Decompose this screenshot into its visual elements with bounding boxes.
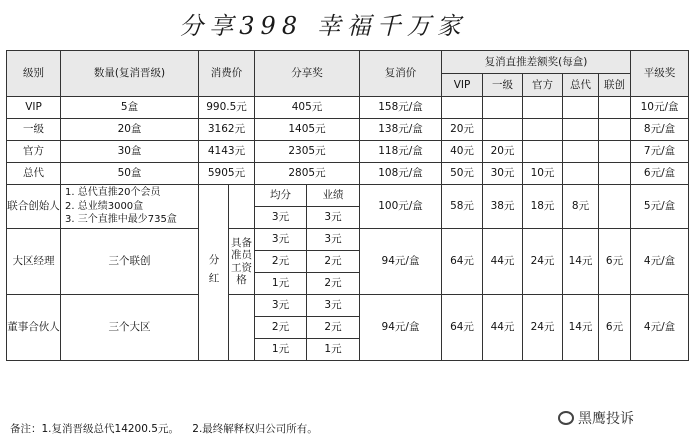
dividend-header-performance: 业绩: [307, 185, 360, 207]
dividend-performance: 2元: [307, 317, 360, 339]
table-row: [7, 97, 689, 119]
row-qty: 30盒: [61, 141, 199, 163]
row-conditions: [61, 185, 199, 229]
dividend-performance: 2元: [307, 251, 360, 273]
row-repurchase: 94元/盒: [360, 229, 442, 295]
dividend-average: 3元: [255, 295, 307, 317]
watermark-text: 黑鹰投诉: [578, 411, 634, 427]
row-price: 3162元: [199, 119, 255, 141]
row-diff-founder: 6元: [599, 229, 631, 295]
row-diff-vip: 64元: [442, 229, 483, 295]
row-diff-vip: [442, 97, 483, 119]
row-share: 1405元: [255, 119, 360, 141]
header-level: 级别: [7, 51, 61, 97]
row-diff-level1: 44元: [483, 295, 523, 361]
row-promo: 4元/盒: [631, 295, 689, 361]
row-price: 5905元: [199, 163, 255, 185]
dividend-average: 3元: [255, 229, 307, 251]
row-promo: 10元/盒: [631, 97, 689, 119]
row-diff-general: [563, 97, 599, 119]
header-quantity: 数量(复消晋级): [61, 51, 199, 97]
row-level: 董事合伙人: [7, 295, 61, 361]
dividend-performance: 3元: [307, 207, 360, 229]
row-diff-founder: [599, 185, 631, 229]
page-title: 分享398 幸福千万家: [179, 12, 467, 40]
row-diff-general: [563, 163, 599, 185]
table-row: [7, 229, 689, 251]
dividend-label: 分红: [199, 185, 229, 361]
row-promo: 4元/盒: [631, 229, 689, 295]
row-diff-level1: [483, 97, 523, 119]
dividend-header-average: 均分: [255, 185, 307, 207]
header-diff-level1: 一级: [483, 74, 523, 97]
table-row: [7, 185, 689, 207]
dividend-average: 1元: [255, 339, 307, 361]
condition-line: 3. 三个直推中最少735盒: [65, 214, 177, 226]
row-condition: 三个联创: [61, 229, 199, 295]
watermark: [554, 408, 638, 428]
row-promo: 5元/盒: [631, 185, 689, 229]
dividend-average: 2元: [255, 317, 307, 339]
row-share: 2805元: [255, 163, 360, 185]
row-level: VIP: [7, 97, 61, 119]
header-diff-bonus: 复消直推差额奖(每盒): [442, 51, 631, 74]
header-consumption: 消费价: [199, 51, 255, 97]
row-price: 4143元: [199, 141, 255, 163]
row-qty: 20盒: [61, 119, 199, 141]
header-diff-vip: VIP: [442, 74, 483, 97]
row-diff-official: [523, 97, 563, 119]
row-repurchase: 118元/盒: [360, 141, 442, 163]
row-diff-official: 24元: [523, 229, 563, 295]
row-diff-level1: [483, 119, 523, 141]
row-diff-general: 14元: [563, 229, 599, 295]
dividend-blank: [229, 185, 255, 229]
row-diff-founder: [599, 97, 631, 119]
row-diff-level1: 38元: [483, 185, 523, 229]
row-promo: 7元/盒: [631, 141, 689, 163]
dividend-average: 1元: [255, 273, 307, 295]
row-diff-general: [563, 141, 599, 163]
row-diff-vip: 20元: [442, 119, 483, 141]
header-diff-founder: 联创: [599, 74, 631, 97]
table-row: [7, 163, 689, 185]
dividend-qualification: 具备准员工资格: [229, 229, 255, 295]
row-condition: 三个大区: [61, 295, 199, 361]
row-diff-vip: 58元: [442, 185, 483, 229]
header-share-bonus: 分享奖: [255, 51, 360, 97]
row-diff-general: 8元: [563, 185, 599, 229]
row-diff-vip: 50元: [442, 163, 483, 185]
row-diff-general: 14元: [563, 295, 599, 361]
dividend-performance: 1元: [307, 339, 360, 361]
reward-table: [6, 50, 689, 361]
row-level: 官方: [7, 141, 61, 163]
row-diff-level1: 20元: [483, 141, 523, 163]
row-diff-founder: [599, 119, 631, 141]
row-level: 总代: [7, 163, 61, 185]
wechat-icon: [558, 411, 574, 425]
row-repurchase: 94元/盒: [360, 295, 442, 361]
dividend-average: 2元: [255, 251, 307, 273]
row-diff-official: 24元: [523, 295, 563, 361]
row-diff-vip: 40元: [442, 141, 483, 163]
footnote: 备注：1.复消晋级总代14200.5元。 2.最终解释权归公司所有。: [10, 423, 318, 435]
dividend-performance: 3元: [307, 229, 360, 251]
dividend-average: 3元: [255, 207, 307, 229]
row-diff-founder: 6元: [599, 295, 631, 361]
row-promo: 6元/盒: [631, 163, 689, 185]
header-diff-official: 官方: [523, 74, 563, 97]
table-row: [7, 119, 689, 141]
row-share: 405元: [255, 97, 360, 119]
row-promo: 8元/盒: [631, 119, 689, 141]
header-repurchase: 复消价: [360, 51, 442, 97]
table-row: [7, 141, 689, 163]
dividend-performance: 3元: [307, 295, 360, 317]
row-qty: 50盒: [61, 163, 199, 185]
row-repurchase: 158元/盒: [360, 97, 442, 119]
row-diff-official: [523, 141, 563, 163]
row-price: 990.5元: [199, 97, 255, 119]
row-level: 大区经理: [7, 229, 61, 295]
row-level: 联合创始人: [7, 185, 61, 229]
row-diff-level1: 30元: [483, 163, 523, 185]
condition-line: 2. 总业绩3000盒: [65, 200, 144, 212]
condition-line: 1. 总代直推20个会员: [65, 187, 161, 199]
row-diff-vip: 64元: [442, 295, 483, 361]
header-promotion: 平级奖: [631, 51, 689, 97]
table-row: [7, 295, 689, 317]
header-diff-general: 总代: [563, 74, 599, 97]
row-diff-general: [563, 119, 599, 141]
row-diff-founder: [599, 163, 631, 185]
row-repurchase: 138元/盒: [360, 119, 442, 141]
row-diff-level1: 44元: [483, 229, 523, 295]
dividend-performance: 2元: [307, 273, 360, 295]
dividend-blank: [229, 295, 255, 361]
row-repurchase: 108元/盒: [360, 163, 442, 185]
row-diff-founder: [599, 141, 631, 163]
row-qty: 5盒: [61, 97, 199, 119]
row-diff-official: 10元: [523, 163, 563, 185]
row-level: 一级: [7, 119, 61, 141]
row-diff-official: 18元: [523, 185, 563, 229]
row-share: 2305元: [255, 141, 360, 163]
row-repurchase: 100元/盒: [360, 185, 442, 229]
row-diff-official: [523, 119, 563, 141]
